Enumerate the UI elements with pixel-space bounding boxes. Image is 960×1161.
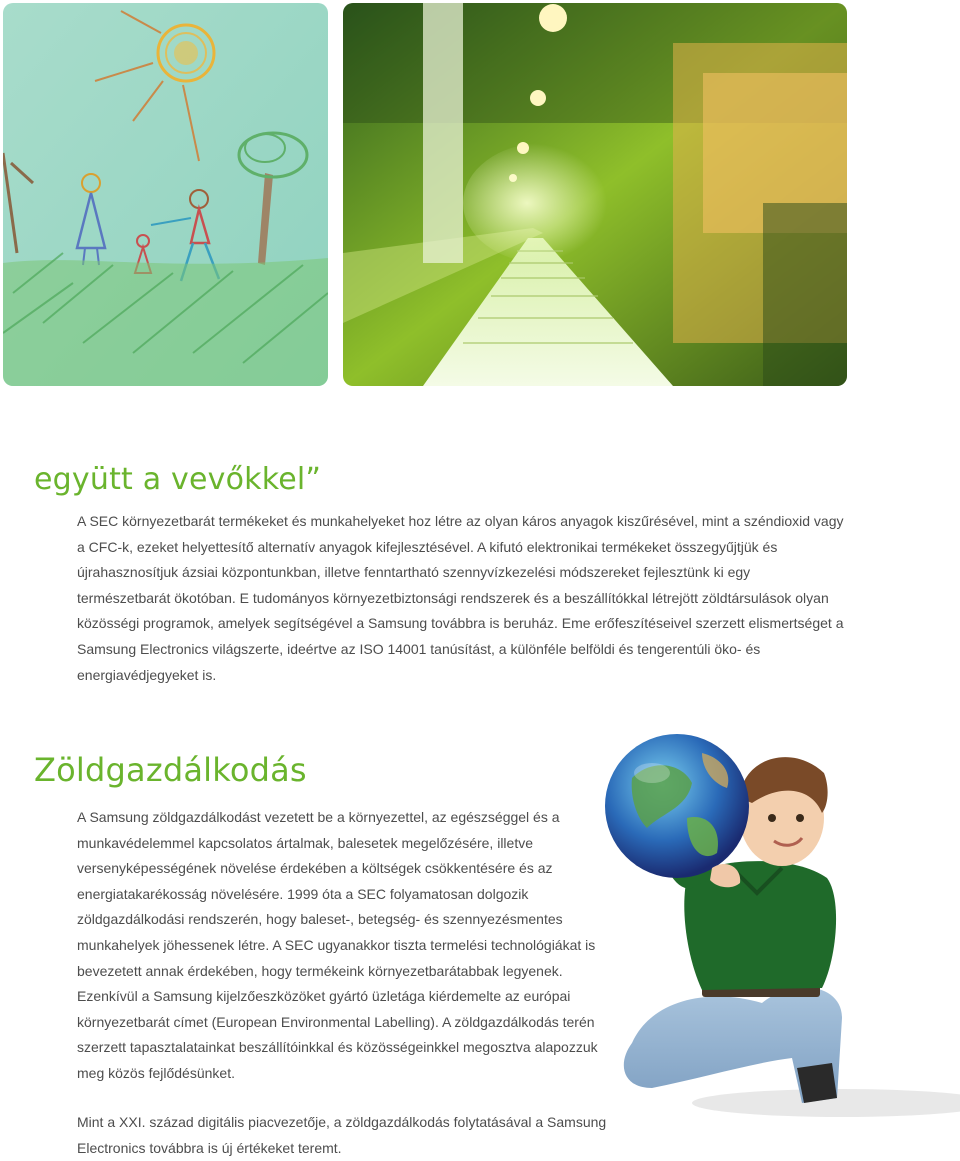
section-body-text: A SEC környezetbarát termékeket és munkahelyeket hoz létre az olyan káros anyagok kiszűrésével, mint a széndioxid vagy a CFC-k, ezeket helyettesítő alternatív anyagok kifejlesztésével. A kifutó elektronikai termékeket összegyűjtjük és újrahasznosítjuk ázsiai központunkban, illetve fenntartható szennyvízkezelési módszereket fejlesztünk ki egy természetbarát ökotóban. E tudományos környezetbiztonsági rendszerek és a beszállítókkal létrejött zöldtársulások olyan közösségi programok, amelyek segítségével a Samsung továbbra is beruház. Eme erőfeszítéseivel szerzett elismertséget a Samsung Electronics világszerte, ideértve az ISO 14001 tanúsítást, a különféle belföldi és tengerentúli öko- és energiavédjegyeket is. <box>77 513 844 683</box>
section-body-text: A Samsung zöldgazdálkodást vezetett be a környezettel, az egészséggel és a munkavédelemmel kapcsolatos ártalmak, balesetek megelőzésére, illetve versenyképességének növelése érdekében a költségek csökkentésére és az energiatakarékosság növelésére. 1999 óta a SEC folyamatosan dolgozik zöldgazdálkodási rendszerén, hogy baleset-, betegség- és szennyezésmentes munkahelyek jöhessenek létre. A SEC ugyanakkor tiszta termelési technológiákat is bevezetett annak érdekében, hogy termékeink környezetbarátabbak legyenek. Ezenkívül a Samsung kijelzőeszközöket gyártó üzletága kiérdemelte az európai környezetbarát címet (European Environmental Labelling). A zöldgazdálkodás terén szerzett tapasztalatainkat beszállítóinkkal és közösségeinkkel megosztva alapozzuk meg közös fejlődésünket. <box>77 809 598 1081</box>
section-title: Zöldgazdálkodás <box>34 751 307 789</box>
closing-paragraph: Mint a XXI. század digitális piacvezetője, a zöldgazdálkodás folytatásával a Samsung Electronics továbbra is új értékeket teremt. <box>77 1114 607 1156</box>
warehouse-conveyor-photo <box>343 3 847 386</box>
child-with-globe-photo <box>592 718 960 1126</box>
section-title: együtt a vevőkkel” <box>34 462 322 497</box>
childs-drawing-photo <box>3 3 328 386</box>
